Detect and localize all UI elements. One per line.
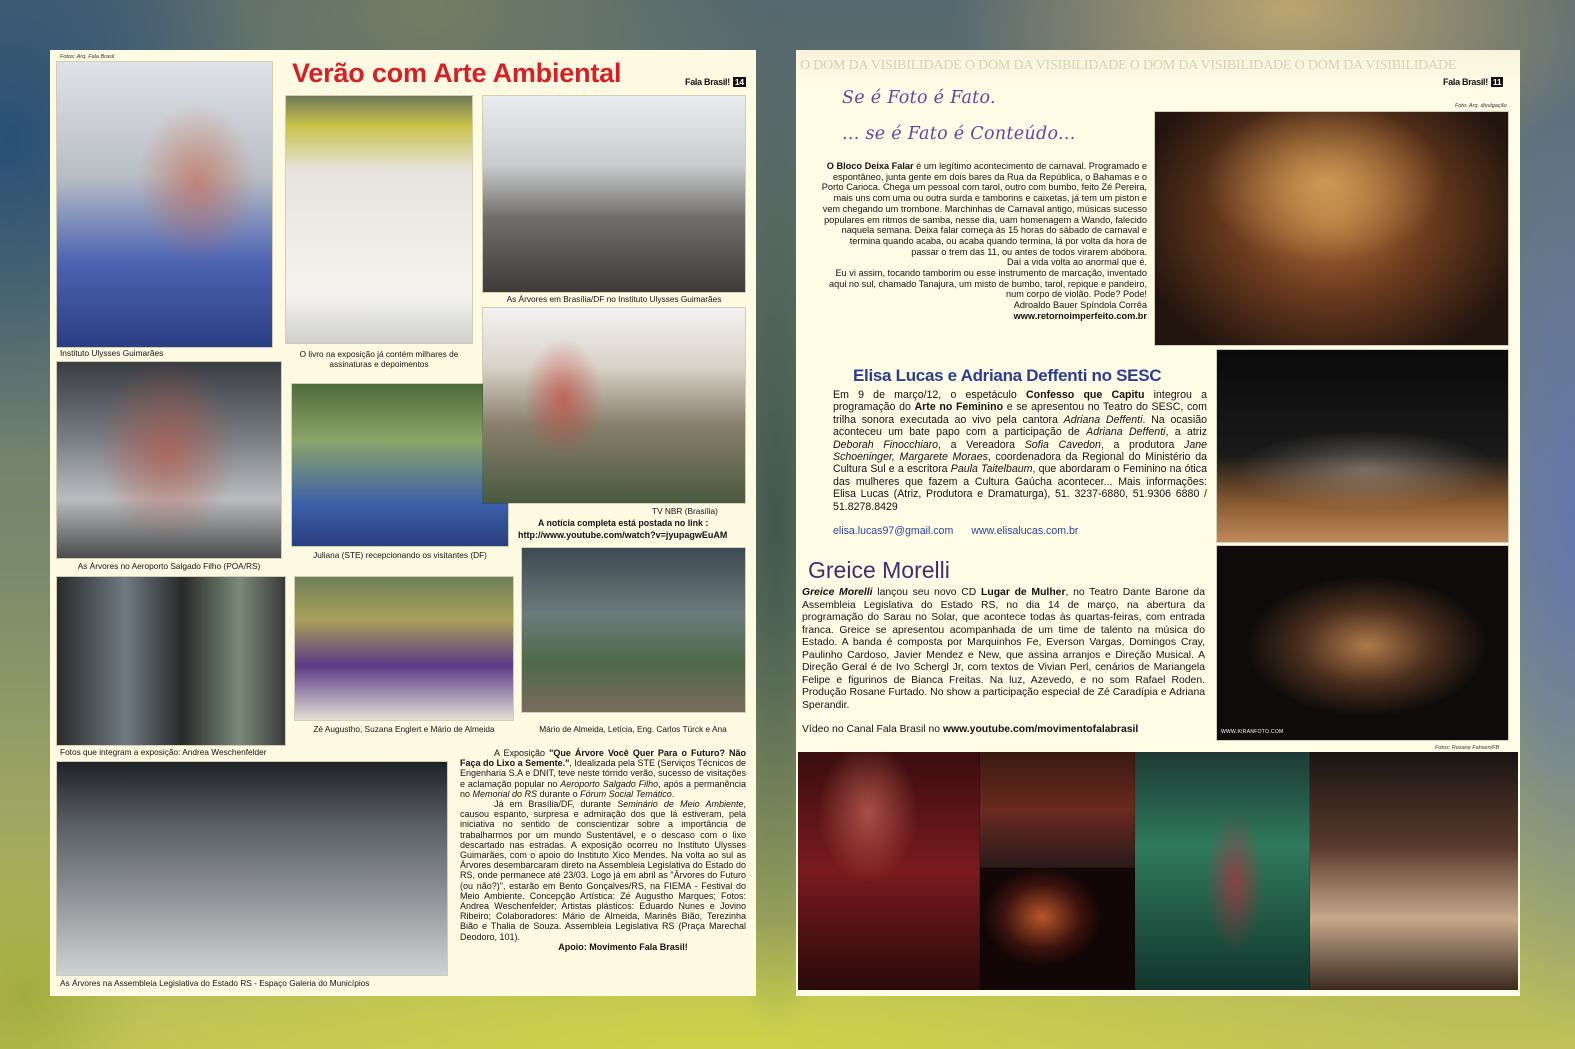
- article-paragraph: [460, 799, 746, 942]
- text-run: "Que Árvore Você Quer Para o Futuro? Não Faça do Lixo a Semente.": [460, 748, 747, 769]
- photo-tv-nbr: [483, 308, 745, 503]
- text-run: A Exposição: [494, 748, 550, 758]
- text-run: integrou a programação do: [833, 389, 1208, 414]
- photo-sesc-theater: [1217, 546, 1508, 740]
- greice-heading: Greice Morelli: [808, 557, 950, 583]
- brand-name: Fala Brasil!: [685, 77, 730, 87]
- article-url[interactable]: www.retornoimperfeito.com.br: [1013, 310, 1147, 321]
- header-band: O DOM DA VISIBILIDADE O DOM DA VISIBILIDADE O DOM DA VISIBILIDADE O DOM DA VISIBILIDADE: [800, 58, 1457, 73]
- photo-livro: [286, 96, 472, 343]
- photo-group: [1310, 752, 1518, 990]
- text-run: , no Teatro Dante Barone da Assembleia Legislativa do Estado RS, no dia 14 de março, na abertura da programação do Sarau no Solar, que acontece todas às quartas-feiras, com entrada franca. Greice se apresentou acompanhada de um time de talento na música do Estado. A banda é composta por Marquinhos Fe, Everson Vargas, Domingos Cray, Paulinho Cardoso, Javier Mendez e New, que assina arranjos e Direção Musical. A Direção Geral é de Ivo Schergl Jr, com textos de Vivian Perl, cenários de Mariangela Felipe e figurinos de Bianca Freitas. Na luz, Azevedo, e no som Rafael Roden. Produção Rosane Furtado. No show a participação especial de Zé Caradípia e Adriana Sperandir.: [802, 587, 1205, 711]
- text-run: Jane Schoeninger, Margarete Moraes: [833, 438, 1208, 464]
- caption-assembleia: As Árvores na Assembleia Legislativa do Estado RS - Espaço Galeria do Municípios: [60, 978, 370, 988]
- article-support: Apoio: Movimento Fala Brasil!: [558, 941, 688, 952]
- caption-instituto: Instituto Ulysses Guimarães: [60, 348, 164, 358]
- text-run: Fórum Social Temático: [580, 788, 672, 799]
- page-number: 14: [734, 77, 744, 87]
- elisa-email-link[interactable]: elisa.lucas97@gmail.com: [833, 525, 954, 537]
- photo-aeroporto: [57, 362, 281, 558]
- text-run: Sofia Cavedon: [1024, 438, 1101, 451]
- text-run: Greice Morelli: [802, 587, 873, 598]
- text-run: é um legítimo acontecimento de carnaval. Programado e espontâneo, junta gente em dois bares da Rua da República, o Bahamas e o Porto Carioca. Chega um pessoal com tarol, outro com bumbo, feito Zé Pereira, mais uns com uma ou outra surda e tamborins e caixetas, já tem um piston e vem chegando um trombone. Marchinhas de Carnaval antigo, músicas sucesso populares em ritmos de samba, nesse dia, uam homenagem a Wando, falecido naquela semana. Deixa falar começa às 15 horas do sábado de carnaval e termina quando acaba, ou acaba quando termina, lá por volta da hora de passar o trem das 11, ou antes de todos virarem abóbora.: [821, 161, 1147, 257]
- text-run: e se apresentou no Teatro do SESC, com trilha sonora executada ao vivo pela cantora: [833, 401, 1207, 426]
- photo-bloco-deixa-falar: [1155, 112, 1508, 345]
- text-run: .: [671, 788, 675, 799]
- text-run: Memorial do RS: [472, 788, 538, 799]
- photo-green-stage: [1135, 752, 1310, 990]
- photo-credit-top: Foto: Arq. divulgação: [1455, 103, 1507, 109]
- page-number: 11: [1492, 77, 1502, 87]
- text-run: , a produtora: [1100, 438, 1185, 451]
- photo-mario-almeida: [522, 548, 745, 712]
- text-run: , causou espanto, surpresa e admiração dos que lá estiveram, pela iniciativa no sentido de conscientizar sobre a importância de trabalharmos por um mundo Sustentável, e o descaso com o lixo descartado nas estradas. A exposição ocorreu no Instituto Ulysses Guimarães, com o apoio do Instituto Xico Mendes. Na volta ao sul as Árvores desembarcaram direto na Assembleia Legislativa do Estado do RS, onde permanece até 23/03. Logo já em abril as "Árvores do Futuro (ou não?)", estarão em Bento Gonçalves/RS, na FIEMA - Festival do Meio Ambiente. Concepção Artística: Zé Augustho Marques; Fotos: Andrea Weschenfelder; Artistas plásticos: Eduardo Nunes e Jovino Ribeiro; Colaboradores: Mário de Almeida, Marinês Bião, Terezinha Bião e Thalia de Souza. Assembleia Legislativa RS (Praça Marechal Deodoro, 101).: [460, 799, 746, 942]
- text-run: Aeroporto Salgado Filho: [560, 778, 659, 789]
- text-run: Já em Brasília/DF, durante: [494, 799, 618, 810]
- text-run: Deborah Finocchiaro: [833, 438, 939, 451]
- caption-ze-augustho: Zé Augustho, Suzana Englert e Mário de Almeida: [313, 724, 495, 734]
- text-run: Confesso que Capitu: [1025, 389, 1145, 401]
- caption-mario: Mário de Almeida, Letícia, Eng. Carlos Türck e Ana: [539, 724, 727, 734]
- article-paragraph: Eu vi assim, tocando tamborim ou esse instrumento de marcação, inventado aqui no sul, chamado Tanajura, um misto de bumbo, tarol, repique e pandeiro, num corpo de violão. Pode? Pode!: [828, 268, 1147, 300]
- elisa-heading: Elisa Lucas e Adriana Deffenti no SESC: [853, 366, 1162, 385]
- brand-name: Fala Brasil!: [1443, 77, 1488, 87]
- elisa-site-link[interactable]: www.elisalucas.com.br: [971, 525, 1079, 537]
- article-author: Adroaldo Bauer Spíndola Corrêa: [1013, 300, 1147, 311]
- text-run: lançou seu novo CD: [872, 587, 982, 598]
- greice-video-line: [802, 724, 1205, 737]
- photo-greice-guitar: [798, 752, 980, 990]
- photo-sesc-stage: [1217, 350, 1508, 542]
- caption-juliana: Juliana (STE) recepcionando os visitantes (DF): [313, 550, 487, 560]
- news-link-url[interactable]: http://www.youtube.com/watch?v=jyupagwEuAM: [518, 530, 728, 540]
- text-run: , coordenadora da Regional do Ministério da Cultura Sul e a escritora: [833, 451, 1207, 476]
- text-run: Paula Taitelbaum: [950, 463, 1033, 476]
- text-run: Em 9 de março/12, o espetáculo: [833, 389, 1026, 401]
- right-page: [796, 50, 1520, 996]
- text-run: , a Vereadora: [938, 438, 1025, 451]
- caption-tv-nbr: TV NBR (Brasília): [652, 506, 718, 516]
- photo-ze-augustho: [295, 577, 513, 720]
- article-paragraph: [820, 161, 1147, 257]
- article-exposicao: [460, 748, 746, 952]
- article-paragraph: [460, 748, 746, 799]
- text-run: . Na ocasião aconteceu um bate papo com a participação de: [833, 413, 1207, 439]
- text-run: Arte no Feminino: [914, 401, 1004, 414]
- brand-label: [1443, 77, 1503, 87]
- photo-fotos-exposicao: [57, 577, 285, 745]
- text-run: Seminário de Meio Ambiente: [617, 799, 744, 810]
- text-run: , Idealizada pela STE (Serviços Técnicos de Engenharia S.A e DNIT, teve neste tórrido verão, sucesso de visitações e aclamação popular no: [460, 758, 746, 789]
- left-page: [50, 50, 756, 996]
- caption-livro: O livro na exposição já contém milhares de assinaturas e depoimentos: [299, 349, 459, 369]
- photo-arvores-brasilia: [483, 96, 745, 292]
- photo-audience: [980, 752, 1135, 868]
- video-link[interactable]: www.youtube.com/movimentofalabrasil: [942, 724, 1139, 735]
- text-run: , a atriz: [1165, 426, 1207, 439]
- caption-fotos-exposicao: Fotos que integram a exposição: Andrea Weschenfelder: [60, 747, 267, 757]
- page-title: Verão com Arte Ambiental: [292, 58, 622, 88]
- text-run: , que abordaram o Feminino na ótica das mulheres que fazem a Cultura Gaúcha acontecer... Mais informações: Elisa Lucas (Atriz, Produtora e Dramaturga), 51. 3237-6880, 51.9306 6880 / 51.8278.8429: [833, 463, 1207, 513]
- text-run: O Bloco Deixa Falar: [826, 161, 914, 171]
- photo-juliana: [292, 384, 508, 546]
- photo-watermark: WWW.KIRANFOTO.COM: [1221, 729, 1284, 735]
- photo-assembleia: [57, 762, 447, 975]
- text-run: , após a permanência no: [460, 778, 746, 799]
- news-link-intro: A notícia completa está postada no link :: [538, 518, 709, 528]
- brand-label: [685, 77, 746, 87]
- text-run: Adriana Deffenti: [1086, 426, 1166, 439]
- article-bloco: [820, 161, 1147, 322]
- photo-collage: [798, 752, 1518, 990]
- text-run: Adriana Deffenti: [1063, 413, 1143, 426]
- photo-singer: [980, 868, 1135, 990]
- video-prefix: Vídeo no Canal Fala Brasil no: [802, 724, 943, 735]
- column-title-line-2: ... se é Fato é Conteúdo...: [842, 124, 1076, 144]
- column-title-line-1: Se é Foto é Fato.: [842, 88, 996, 108]
- text-run: durante o: [537, 788, 581, 799]
- caption-aeroporto: As Árvores no Aeroporto Salgado Filho (POA/RS): [77, 561, 261, 571]
- elisa-article: [833, 389, 1207, 513]
- text-run: Lugar de Mulher: [981, 587, 1066, 598]
- elisa-contacts: [833, 525, 1207, 537]
- photo-credit-bottom: Fotos: Rosane Fahsen/FB: [1435, 745, 1500, 751]
- greice-article: [802, 587, 1205, 712]
- caption-brasilia: As Árvores em Brasília/DF no Instituto Ulysses Guimarães: [506, 294, 722, 304]
- photo-instituto-ulysses: [57, 62, 272, 347]
- article-paragraph: Daí a vida volta ao anormal que é.: [1007, 257, 1147, 268]
- photo-credit: Fotos: Arq. Fala Brasil: [60, 54, 115, 60]
